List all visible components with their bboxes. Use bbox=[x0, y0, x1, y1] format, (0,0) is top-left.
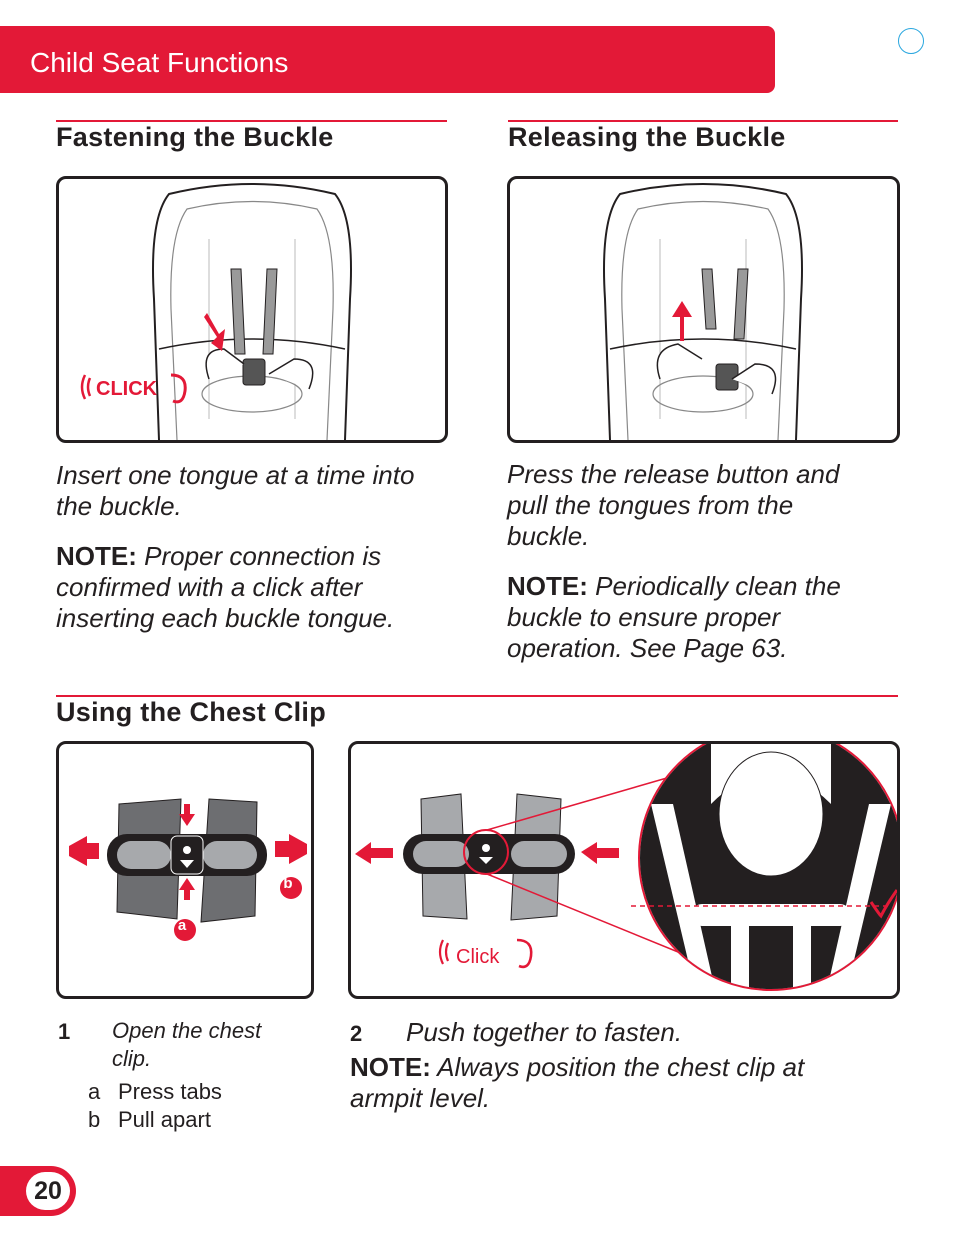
step1-sub-b-text: Pull apart bbox=[118, 1107, 211, 1132]
note-label: NOTE: bbox=[350, 1052, 431, 1082]
page-number-holder bbox=[26, 1172, 70, 1210]
chest-clip-fasten-illustration bbox=[348, 741, 900, 999]
step1-sub-b-letter: b bbox=[88, 1107, 101, 1132]
fastening-instruction: Insert one tongue at a time into the buckle. bbox=[56, 460, 415, 521]
page-number: 20 bbox=[34, 1177, 62, 1205]
releasing-note bbox=[507, 571, 872, 664]
fastening-title: Fastening the Buckle bbox=[56, 122, 334, 152]
chest-clip-click-label: Click bbox=[456, 946, 500, 968]
note-label: NOTE: bbox=[56, 541, 137, 571]
step1-sub-a-letter: a bbox=[88, 1079, 101, 1104]
step2-number: 2 bbox=[350, 1021, 363, 1046]
note-text: Periodically clean the buckle to ensure proper operation. See Page 63. bbox=[507, 571, 841, 663]
step1-number: 1 bbox=[58, 1019, 71, 1044]
step1-sub-a-text: Press tabs bbox=[118, 1079, 222, 1104]
step1-text: Open the chest clip. bbox=[112, 1018, 262, 1071]
chest-clip-title: Using the Chest Clip bbox=[56, 697, 327, 727]
releasing-instruction: Press the release button and pull the tongues from the buckle. bbox=[507, 459, 840, 551]
releasing-title: Releasing the Buckle bbox=[508, 122, 786, 152]
note-label: NOTE: bbox=[507, 571, 588, 601]
step2-text: Push together to fasten. bbox=[406, 1017, 683, 1047]
chest-clip-open-illustration bbox=[56, 741, 314, 999]
fastening-illustration bbox=[56, 176, 448, 443]
fastening-note bbox=[56, 541, 441, 634]
section-title: Child Seat Functions bbox=[30, 47, 289, 78]
callout-b: b bbox=[283, 875, 293, 892]
step2-note bbox=[350, 1052, 870, 1114]
click-label: CLICK bbox=[96, 378, 158, 400]
registration-circle-icon bbox=[898, 28, 924, 54]
chest-clip-fasten-drawing bbox=[351, 744, 897, 996]
chest-clip-open-drawing bbox=[59, 744, 311, 996]
releasing-illustration bbox=[507, 176, 900, 443]
note-text: Always position the chest clip at armpit level. bbox=[350, 1052, 805, 1113]
car-seat-releasing-drawing bbox=[510, 179, 897, 440]
note-text: Proper connection is confirmed with a click after inserting each buckle tongue. bbox=[56, 541, 395, 633]
callout-a: a bbox=[177, 917, 187, 934]
